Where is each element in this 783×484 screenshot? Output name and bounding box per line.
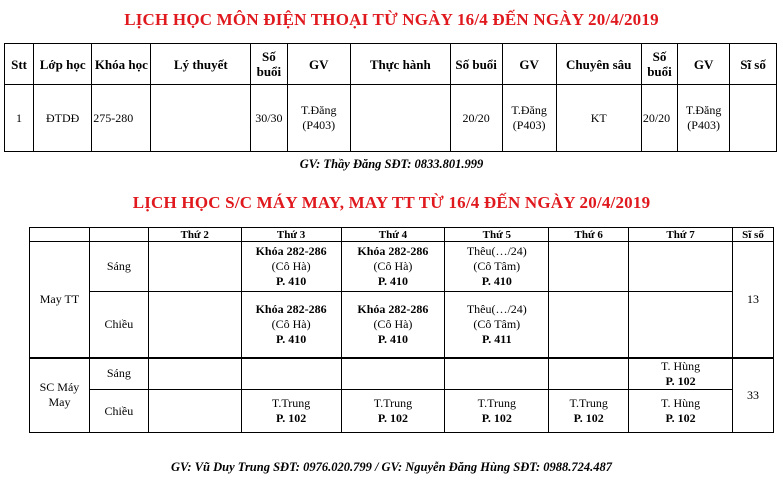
teacher-line: T.Trung [373, 396, 413, 410]
gv-room: (P403) [302, 118, 336, 132]
cell-thu6 [549, 242, 629, 292]
course-line: Thêu(…/24) [466, 244, 527, 258]
course-line: Khóa 282-286 [357, 301, 429, 316]
cell-stt: 1 [5, 85, 34, 152]
col-header: Thực hành [350, 44, 450, 85]
session-chieu: Chiều [89, 292, 148, 358]
col-header: Sĩ số [732, 228, 773, 242]
cell-thu5 [445, 292, 549, 358]
cell-thu3 [241, 292, 341, 358]
cell-chuyen-sau: KT [556, 85, 641, 152]
teacher-line: (Cô Hà) [271, 316, 311, 331]
room-line: P. 102 [665, 373, 696, 388]
col-header [30, 228, 90, 242]
teacher-line: (Cô Hà) [373, 316, 413, 331]
cell-ly-thuyet [151, 85, 251, 152]
teacher-line: T.Trung [271, 396, 311, 410]
col-header: Lớp học [34, 44, 92, 85]
room-line: P. 410 [377, 274, 409, 288]
col-header: Số buổi [641, 44, 677, 85]
teacher-line: T. Hùng [661, 358, 701, 373]
cell-thu2 [148, 390, 241, 433]
cell-thu3 [241, 358, 341, 390]
cell-so-buoi: 20/20 [450, 85, 502, 152]
cell-thu4 [341, 358, 445, 390]
cell-thu4 [341, 242, 445, 292]
col-header [89, 228, 148, 242]
table-row [30, 242, 774, 292]
room-line: P. 411 [482, 331, 512, 346]
room-line: P. 102 [665, 411, 696, 425]
table-row [5, 85, 777, 152]
cell-thu7 [629, 292, 733, 358]
teacher-line: (Cô Hà) [373, 259, 413, 273]
cell-thu5 [445, 242, 549, 292]
room-line: P. 410 [377, 331, 409, 346]
teacher-line: (Cô Tâm) [473, 316, 521, 331]
may-may-schedule-table [29, 227, 774, 433]
gv-name: T.Đăng [301, 103, 337, 117]
cell-thu2 [148, 242, 241, 292]
col-header: Số buổi [450, 44, 502, 85]
room-line: P. 102 [275, 411, 307, 425]
session-sang: Sáng [89, 242, 148, 292]
cell-gv [678, 85, 730, 152]
room-line: P. 410 [275, 331, 307, 346]
cell-thu4 [341, 292, 445, 358]
col-header: GV [678, 44, 730, 85]
col-header: Thứ 2 [148, 228, 241, 242]
room-line: P. 102 [481, 411, 512, 425]
teacher-line: (Cô Tâm) [473, 259, 521, 273]
col-header: Lý thuyết [151, 44, 251, 85]
gv-name: T.Đăng [511, 103, 547, 117]
session-sang: Sáng [89, 358, 148, 390]
col-header: Số buổi [251, 44, 287, 85]
cell-lop: ĐTDĐ [34, 85, 92, 152]
room-line: P. 410 [275, 274, 307, 288]
course-line: Thêu(…/24) [466, 301, 527, 316]
course-line: Khóa 282-286 [255, 244, 327, 258]
table-row [30, 390, 774, 433]
col-header: Stt [5, 44, 34, 85]
cell-thu5 [445, 390, 549, 433]
course-line: Khóa 282-286 [255, 301, 327, 316]
si-so-may-tt: 13 [732, 242, 773, 358]
cell-thu7 [629, 390, 733, 433]
col-header: GV [287, 44, 350, 85]
cell-thu2 [148, 292, 241, 358]
table-row [30, 292, 774, 358]
col-header: Chuyên sâu [556, 44, 641, 85]
teacher-line: T. Hùng [661, 396, 701, 410]
cell-thu7 [629, 242, 733, 292]
cell-gv [502, 85, 556, 152]
teacher-line: T.Trung [477, 396, 516, 410]
course-line: Khóa 282-286 [357, 244, 429, 258]
title-may-may: LỊCH HỌC S/C MÁY MAY, MAY TT TỪ 16/4 ĐẾN NGÀY 20/4/2019 [132, 193, 651, 212]
class-label-sc-may-may: SC Máy May [30, 358, 90, 433]
cell-thu6 [549, 358, 629, 390]
teacher-contact-1: GV: Thầy Đăng SĐT: 0833.801.999 [299, 157, 484, 171]
cell-thu6 [549, 390, 629, 433]
session-chieu: Chiều [89, 390, 148, 433]
gv-room: (P403) [512, 118, 546, 132]
cell-thu6 [549, 292, 629, 358]
table-header-row [5, 44, 777, 85]
cell-thu3 [241, 390, 341, 433]
cell-thu4 [341, 390, 445, 433]
cell-thu2 [148, 358, 241, 390]
teacher-line: (Cô Hà) [271, 259, 311, 273]
table-header-row [30, 228, 774, 242]
cell-gv [287, 85, 350, 152]
col-header: GV [502, 44, 556, 85]
room-line: P. 102 [573, 411, 604, 425]
room-line: P. 410 [481, 274, 512, 288]
col-header: Thứ 3 [241, 228, 341, 242]
dien-thoai-schedule-table [4, 43, 777, 152]
cell-thu3 [241, 242, 341, 292]
gv-name: T.Đăng [685, 103, 722, 117]
cell-thuc-hanh [350, 85, 450, 152]
cell-so-buoi: 20/20 [641, 85, 677, 152]
col-header: Thứ 4 [341, 228, 445, 242]
cell-si-so [730, 85, 777, 152]
table-row [30, 358, 774, 390]
cell-khoa: 275-280 [92, 85, 151, 152]
teacher-contact-2: GV: Vũ Duy Trung SĐT: 0976.020.799 / GV: Nguyễn Đăng Hùng SĐT: 0988.724.487 [170, 460, 612, 474]
col-header: Thứ 6 [549, 228, 629, 242]
teacher-line: T.Trung [569, 396, 608, 410]
cell-so-buoi: 30/30 [251, 85, 287, 152]
col-header: Sĩ số [730, 44, 777, 85]
col-header: Thứ 5 [445, 228, 549, 242]
cell-thu7 [629, 358, 733, 390]
si-so-sc-may-may: 33 [732, 358, 773, 433]
col-header: Khóa học [92, 44, 151, 85]
title-dien-thoai: LỊCH HỌC MÔN ĐIỆN THOẠI TỪ NGÀY 16/4 ĐẾN NGÀY 20/4/2019 [124, 10, 659, 29]
class-label-may-tt: May TT [30, 242, 90, 358]
cell-thu5 [445, 358, 549, 390]
gv-room: (P403) [687, 118, 720, 132]
room-line: P. 102 [377, 411, 409, 425]
col-header: Thứ 7 [629, 228, 733, 242]
